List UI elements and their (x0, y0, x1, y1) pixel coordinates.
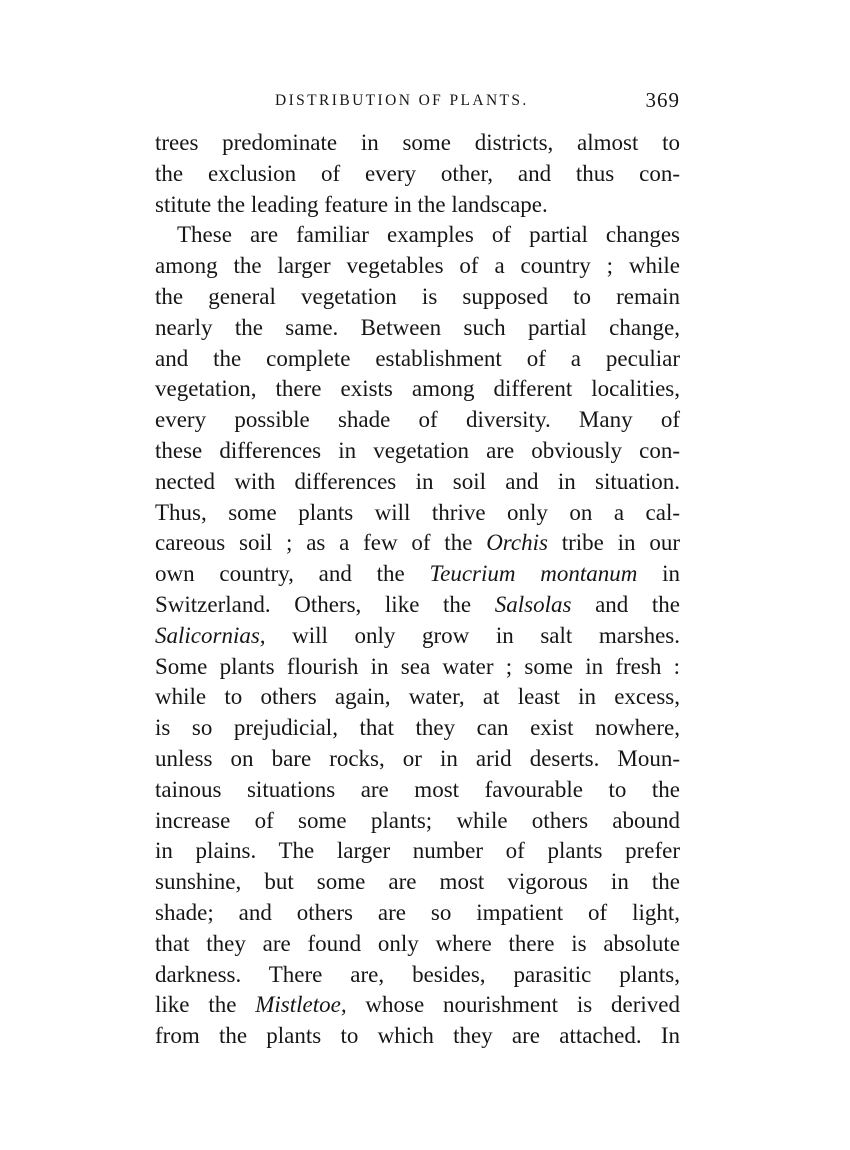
text-segment: tribe in our (547, 530, 680, 556)
text-line (155, 190, 680, 221)
text-segment: and the complete establishment of a peculiar (155, 345, 680, 371)
text-segment: the general vegetation is supposed to remain (155, 283, 680, 309)
text-line (155, 867, 680, 898)
text-line (155, 960, 680, 991)
text-line (155, 528, 680, 559)
text-segment: Thus, some plants will thrive only on a cal- (155, 499, 680, 525)
text-segment: will only grow in salt marshes. (265, 622, 680, 648)
text-line (155, 836, 680, 867)
running-head-title: DISTRIBUTION OF PLANTS. (275, 92, 529, 109)
italic-term: Teucrium montanum (429, 561, 638, 587)
italic-term: Salicornias, (155, 622, 266, 648)
text-segment: vegetation, there exists among different localities, (155, 376, 680, 402)
body-text (155, 128, 680, 1052)
text-line (155, 405, 680, 436)
text-segment: in plains. The larger number of plants prefer (155, 838, 680, 864)
text-line (155, 682, 680, 713)
text-segment: in (637, 561, 680, 587)
text-segment: shade; and others are so impatient of light, (155, 899, 680, 925)
text-line (155, 313, 680, 344)
text-line (155, 775, 680, 806)
text-segment: Some plants flourish in sea water ; some in fresh : (155, 653, 680, 679)
text-line (155, 806, 680, 837)
text-segment: while to others again, water, at least in excess, (155, 684, 680, 710)
text-line (155, 744, 680, 775)
text-segment: careous soil ; as a few of the (155, 530, 487, 556)
text-line (155, 467, 680, 498)
text-segment: whose nourishment is derived (346, 992, 680, 1018)
text-segment: these differences in vegetation are obviously con- (155, 437, 680, 463)
text-line (155, 159, 680, 190)
text-segment: nearly the same. Between such partial change, (155, 314, 680, 340)
text-line (155, 282, 680, 313)
text-segment: increase of some plants; while others abound (155, 807, 680, 833)
text-segment: These are familiar examples of partial changes (177, 222, 680, 248)
text-segment: own country, and the (155, 561, 430, 587)
text-line (155, 251, 680, 282)
text-segment: is so prejudicial, that they can exist nowhere, (155, 715, 680, 741)
text-segment: tainous situations are most favourable to the (155, 776, 680, 802)
text-line (155, 590, 680, 621)
italic-term: Salsolas (494, 591, 572, 617)
text-line (155, 436, 680, 467)
text-line (155, 990, 680, 1021)
text-line (155, 898, 680, 929)
text-segment: like the (155, 992, 256, 1018)
text-line (155, 498, 680, 529)
text-line (155, 713, 680, 744)
italic-term: Orchis (486, 530, 548, 556)
text-segment: that they are found only where there is absolute (155, 930, 680, 956)
text-line (155, 621, 680, 652)
text-line (155, 1021, 680, 1052)
text-line (155, 220, 680, 251)
text-segment: nected with differences in soil and in situation. (155, 468, 680, 494)
text-segment: and the (571, 591, 681, 617)
text-segment: trees predominate in some districts, almost to (155, 130, 680, 155)
text-segment: unless on bare rocks, or in arid deserts. Moun- (155, 745, 680, 771)
text-segment: darkness. There are, besides, parasitic plants, (155, 961, 680, 987)
text-segment: among the larger vegetables of a country ; while (155, 253, 680, 279)
text-segment: stitute the leading feature in the landscape. (155, 191, 548, 217)
italic-term: Mistletoe, (255, 992, 347, 1018)
text-segment: every possible shade of diversity. Many of (155, 407, 680, 433)
text-segment: the exclusion of every other, and thus con- (155, 160, 680, 186)
running-head (155, 86, 680, 116)
text-line (155, 559, 680, 590)
text-line (155, 344, 680, 375)
text-segment: from the plants to which they are attached. In (155, 1023, 680, 1049)
text-line (155, 374, 680, 405)
text-line (155, 929, 680, 960)
text-segment: Switzerland. Others, like the (155, 591, 495, 617)
text-line (155, 652, 680, 683)
page-number: 369 (645, 88, 680, 112)
text-line (155, 128, 680, 159)
text-segment: sunshine, but some are most vigorous in the (155, 869, 680, 895)
